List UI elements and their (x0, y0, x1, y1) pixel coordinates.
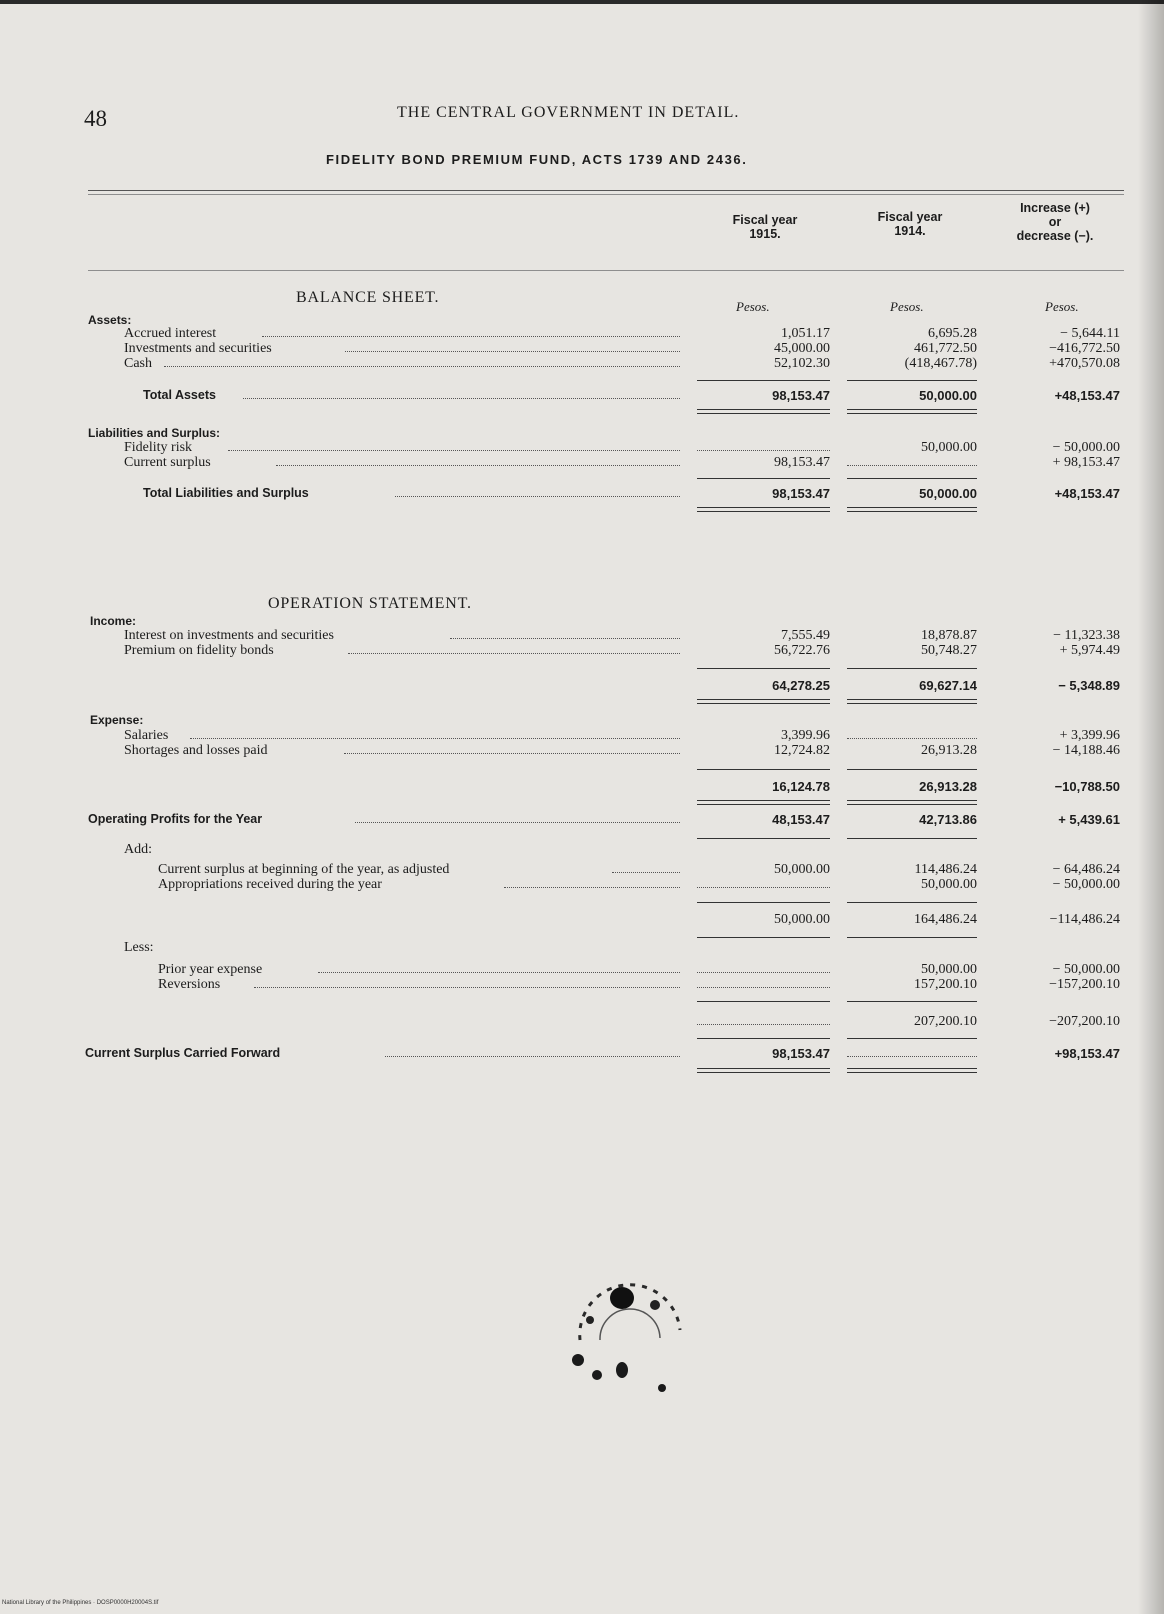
fund-title: FIDELITY BOND PREMIUM FUND, ACTS 1739 AND 2436. (326, 152, 748, 167)
expense-label: Expense: (90, 713, 144, 727)
table-row: Salaries 3,399.96 + 3,399.96 (124, 728, 1120, 743)
table-row: Fidelity risk 50,000.00 − 50,000.00 (124, 440, 1120, 455)
col-head-change: Increase (+) or decrease (−). (1016, 201, 1094, 243)
header-bottom-rule (88, 270, 1124, 271)
table-row: Accrued interest 1,051.17 6,695.28 − 5,644.11 (124, 326, 1120, 341)
income-label: Income: (90, 614, 137, 628)
assets-label: Assets: (88, 313, 132, 327)
carried-forward-row: Current Surplus Carried Forward 98,153.47 +98,153.47 (85, 1046, 1120, 1061)
total-liabilities-row: Total Liabilities and Surplus 98,153.47 50,000.00 +48,153.47 (143, 486, 1120, 501)
total-assets-row: Total Assets 98,153.47 50,000.00 +48,153.47 (143, 388, 1120, 403)
table-row: Shortages and losses paid 12,724.82 26,913.28 − 14,188.46 (124, 743, 1120, 758)
table-row: Reversions 157,200.10 −157,200.10 (158, 977, 1120, 992)
add-label: Add: (124, 842, 152, 857)
operating-profits-row: Operating Profits for the Year 48,153.47 42,713.86 + 5,439.61 (88, 812, 1120, 827)
unit-fy1914: Pesos. (890, 299, 924, 314)
col-head-fy1914: Fiscal year 1914. (877, 210, 943, 238)
table-row: Interest on investments and securities 7,555.49 18,878.87 − 11,323.38 (124, 628, 1120, 643)
table-row: Appropriations received during the year 50,000.00 − 50,000.00 (158, 877, 1120, 892)
table-row: Investments and securities 45,000.00 461,772.50 −416,772.50 (124, 341, 1120, 356)
scan-footer-note: National Library of the Philippines · DOSP0000H20004S.tif (2, 1600, 159, 1606)
library-stamp-icon (560, 1280, 700, 1400)
table-top-rule (88, 190, 1124, 191)
page-number: 48 (84, 106, 107, 131)
table-row: Cash 52,102.30 (418,467.78) +470,570.08 (124, 356, 1120, 371)
running-head: THE CENTRAL GOVERNMENT IN DETAIL. (397, 104, 740, 121)
less-label: Less: (124, 940, 154, 955)
expense-total-row: 16,124.78 26,913.28 −10,788.50 (772, 779, 1120, 794)
operation-statement-title: OPERATION STATEMENT. (268, 595, 472, 612)
scan-right-edge-shadow (1138, 0, 1164, 1614)
col-head-fy1915: Fiscal year 1915. (732, 213, 798, 241)
income-total-row: 64,278.25 69,627.14 − 5,348.89 (772, 678, 1120, 693)
less-total-row: 207,200.10 −207,200.10 (0, 1014, 1164, 1029)
table-row: Prior year expense 50,000.00 − 50,000.00 (158, 962, 1120, 977)
table-row: Current surplus at beginning of the year, as adjusted 50,000.00 114,486.24 − 64,486.24 (158, 862, 1120, 877)
liabilities-label: Liabilities and Surplus: (88, 426, 221, 440)
table-row: Premium on fidelity bonds 56,722.76 50,748.27 + 5,974.49 (124, 643, 1120, 658)
scan-top-edge (0, 0, 1164, 4)
add-total-row: 50,000.00 164,486.24 −114,486.24 (774, 912, 1120, 927)
table-top-rule-2 (88, 194, 1124, 195)
table-row: Current surplus 98,153.47 + 98,153.47 (124, 455, 1120, 470)
unit-fy1915: Pesos. (736, 299, 770, 314)
unit-change: Pesos. (1045, 299, 1079, 314)
balance-sheet-title: BALANCE SHEET. (296, 289, 440, 306)
